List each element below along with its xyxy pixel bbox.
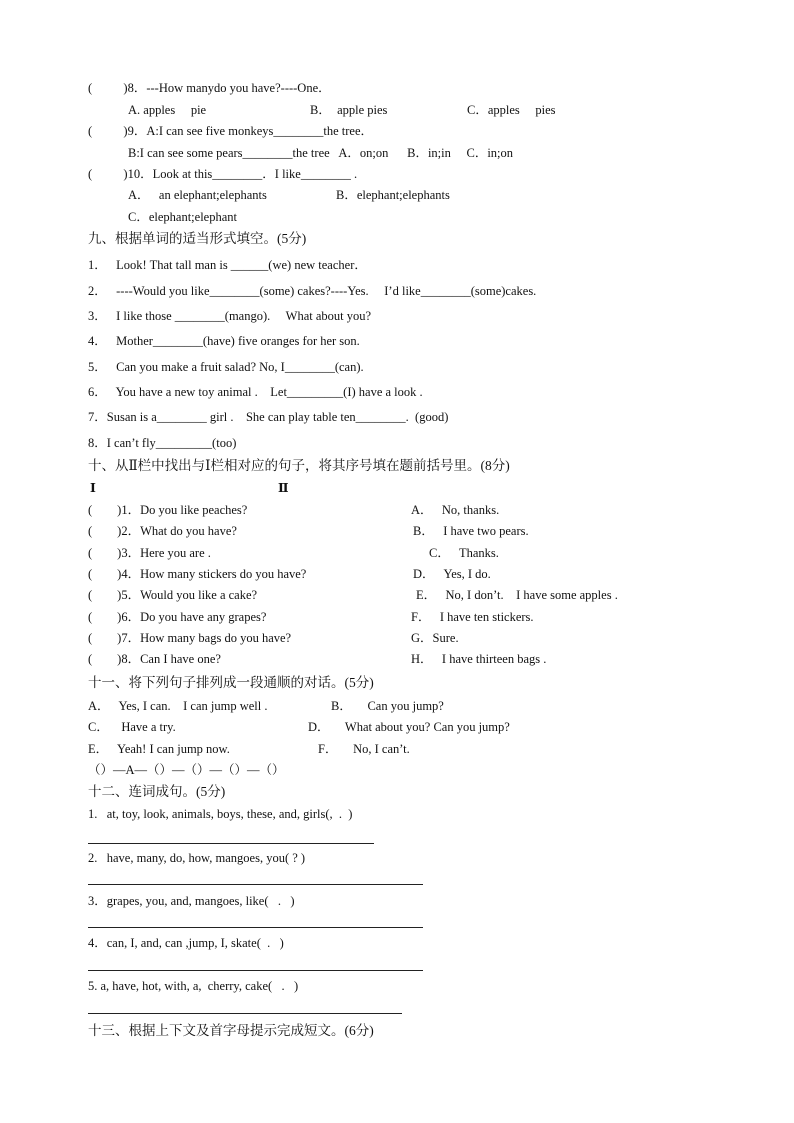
dialogue-order: （）—A—（）—（）—（）—（） <box>88 763 285 777</box>
match-right-c: C． Thanks. <box>429 546 499 560</box>
s12-item-3: 3．grapes, you, and, mangoes, like( . ) <box>88 894 295 908</box>
s9-item-4: 4． Mother________(have) five oranges for her son. <box>88 334 360 348</box>
question-8-option-c: C．apples pies <box>467 103 556 117</box>
dialogue-d: D． What about you? Can you jump? <box>308 720 510 734</box>
match-right-g: G．Sure. <box>411 631 459 645</box>
question-10-option-c: C．elephant;elephant <box>128 210 237 224</box>
answer-line-1[interactable] <box>88 843 374 844</box>
section-11-title: 十一、将下列句子排列成一段通顺的对话。(5分) <box>88 675 374 690</box>
s9-item-7: 7．Susan is a________ girl . She can play table ten________. (good) <box>88 410 449 424</box>
s9-item-6: 6． You have a new toy animal . Let_________(I) have a look . <box>88 385 423 399</box>
dialogue-b: B． Can you jump? <box>331 699 444 713</box>
question-10-option-a: A． an elephant;elephants <box>128 188 267 202</box>
answer-line-2[interactable] <box>88 884 423 885</box>
column-2-label: Ⅱ <box>278 481 289 495</box>
match-left-2: ( )2．What do you have? <box>88 524 237 538</box>
section-12-title: 十二、连词成句。(5分) <box>88 784 226 799</box>
question-10-option-b: B．elephant;elephants <box>336 188 450 202</box>
dialogue-e: E． Yeah! I can jump now. <box>88 742 230 756</box>
match-left-5: ( )5．Would you like a cake? <box>88 588 258 602</box>
match-right-f: F． I have ten stickers. <box>411 610 534 624</box>
match-left-6: ( )6．Do you have any grapes? <box>88 610 267 624</box>
section-13-title: 十三、根据上下文及首字母提示完成短文。(6分) <box>88 1023 374 1038</box>
dialogue-a: A． Yes, I can. I can jump well . <box>88 699 268 713</box>
s12-item-1: 1. at, toy, look, animals, boys, these, and, girls(, . ) <box>88 807 353 821</box>
answer-line-3[interactable] <box>88 927 423 928</box>
match-left-3: ( )3．Here you are . <box>88 546 211 560</box>
question-8-option-b: B． apple pies <box>310 103 388 117</box>
match-left-8: ( )8．Can I have one? <box>88 652 221 666</box>
question-8-option-a: A. apples pie <box>128 103 207 117</box>
s12-item-4: 4．can, I, and, can ,jump, I, skate( . ) <box>88 936 284 950</box>
answer-line-4[interactable] <box>88 970 423 971</box>
match-right-b: B． I have two pears. <box>413 524 529 538</box>
question-8: ( )8．---How manydo you have?----One． <box>88 81 331 95</box>
dialogue-f: F． No, I can’t. <box>318 742 410 756</box>
s9-item-3: 3． I like those ________(mango). What about you? <box>88 309 372 323</box>
match-left-4: ( )4．How many stickers do you have? <box>88 567 307 581</box>
match-right-h: H． I have thirteen bags . <box>411 652 547 666</box>
match-left-1: ( )1．Do you like peaches? <box>88 503 248 517</box>
question-9: ( )9．A:I can see five monkeys________the tree． <box>88 124 373 138</box>
s12-item-5: 5. a, have, hot, with, a, cherry, cake( . ) <box>88 979 299 993</box>
section-10-title: 十、从Ⅱ栏中找出与Ⅰ栏相对应的句子，将其序号填在题前括号里。(8分) <box>88 458 510 473</box>
s9-item-2: 2． ----Would you like________(some) cakes?----Yes. I’d like________(some)cakes. <box>88 284 537 298</box>
answer-line-5[interactable] <box>88 1013 402 1014</box>
s9-item-8: 8．I can’t fly_________(too) <box>88 436 237 450</box>
s9-item-1: 1． Look! That tall man is ______(we) new teacher． <box>88 258 367 272</box>
match-right-d: D． Yes, I do. <box>413 567 491 581</box>
question-10: ( )10．Look at this________．I like________ . <box>88 167 358 181</box>
section-9-title: 九、根据单词的适当形式填空。(5分) <box>88 231 307 246</box>
match-right-e: E． No, I don’t. I have some apples . <box>416 588 618 602</box>
match-right-a: A． No, thanks. <box>411 503 500 517</box>
s12-item-2: 2. have, many, do, how, mangoes, you( ? ) <box>88 851 306 865</box>
question-9-line-b: B:I can see some pears________the tree A．on;on B．in;in C．in;on <box>128 146 514 160</box>
dialogue-c: C． Have a try. <box>88 720 176 734</box>
s9-item-5: 5． Can you make a fruit salad? No, I________(can). <box>88 360 364 374</box>
column-1-label: Ⅰ <box>90 481 96 495</box>
match-left-7: ( )7．How many bags do you have? <box>88 631 292 645</box>
